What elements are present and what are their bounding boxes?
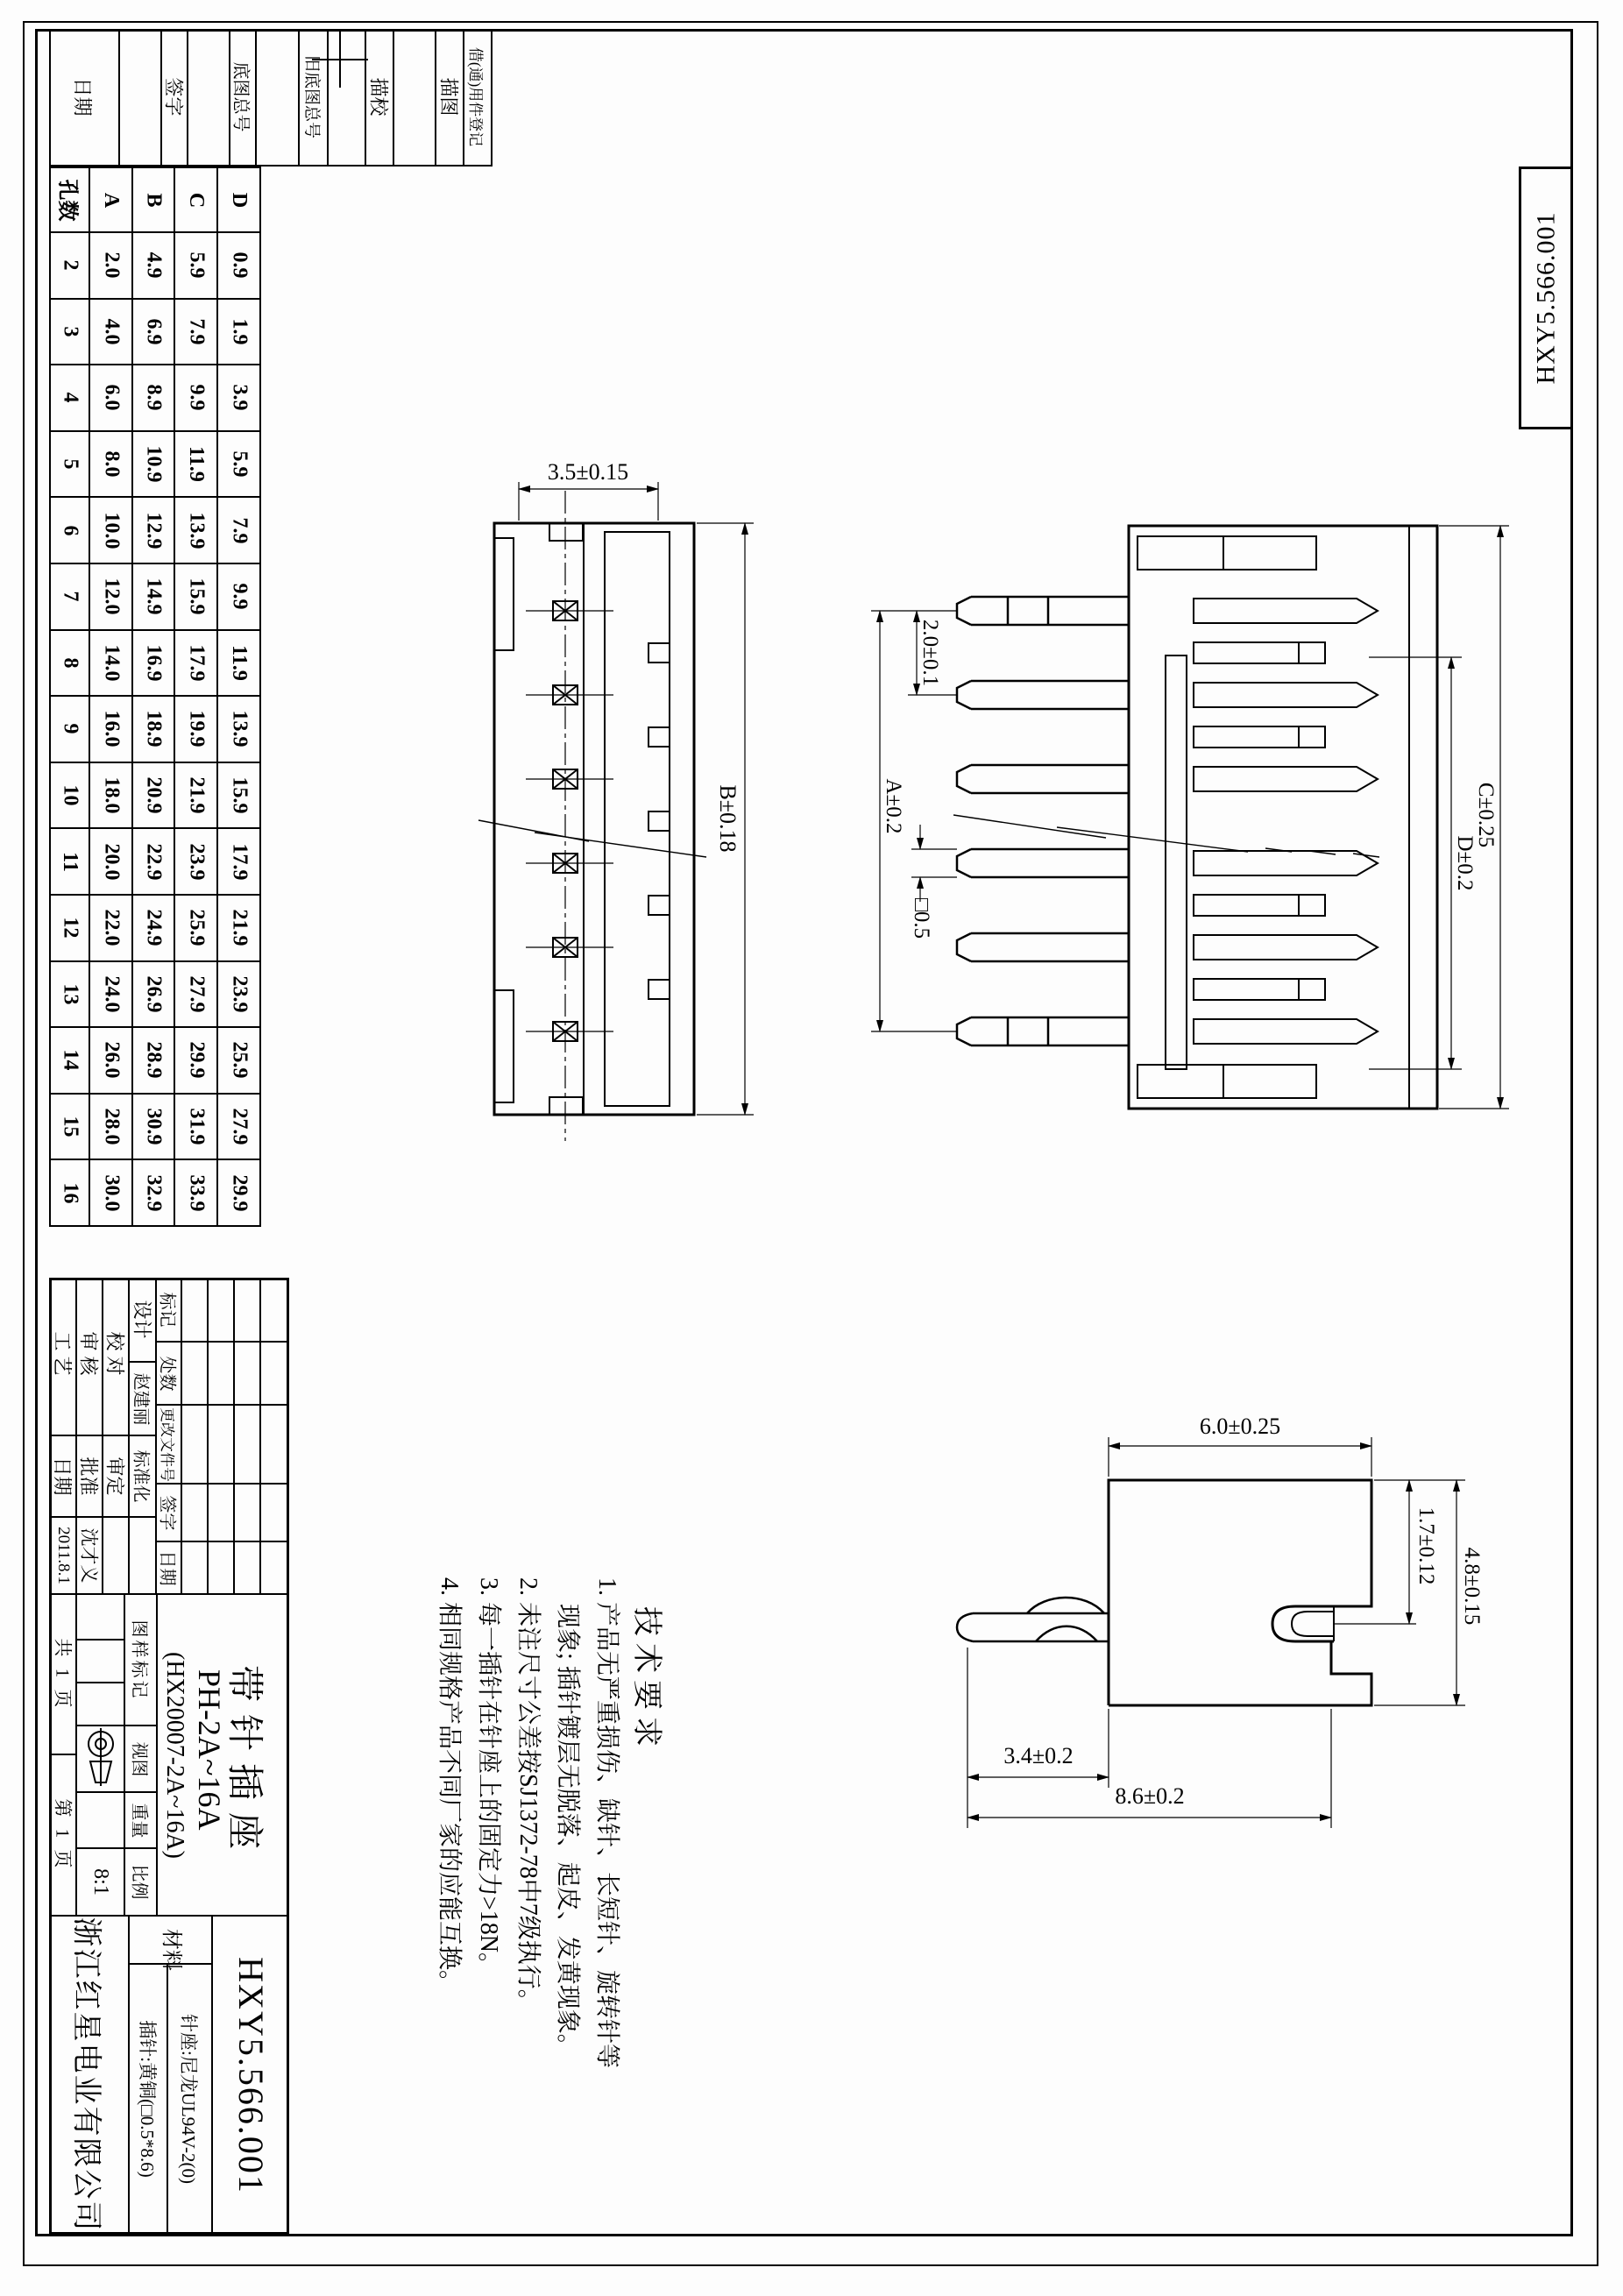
strip-cell-8: 描校	[366, 29, 394, 167]
size-table-cell: 13.9	[175, 498, 218, 564]
size-table-cell: 12.0	[90, 564, 133, 631]
size-table-cell: 10.0	[90, 498, 133, 564]
size-table-cell: 5	[49, 432, 90, 499]
cell-view-label: 视图	[125, 1726, 158, 1793]
rev-header-4: 日期	[157, 1542, 182, 1595]
size-table-cell: 23.9	[175, 829, 218, 896]
strip-cell-6: 旧底图总号	[300, 29, 329, 167]
size-table-cell: 14	[49, 1028, 90, 1095]
size-table-cell: 21.9	[218, 896, 261, 962]
dim-side-pitch: 2.0±0.1	[918, 619, 942, 687]
size-table-cell: 27.9	[175, 962, 218, 1029]
size-table-cell: 16	[49, 1160, 90, 1227]
size-table-cell: 29.9	[218, 1160, 261, 1227]
size-table-cell: 5.9	[175, 233, 218, 300]
size-table-cell: 24.0	[90, 962, 133, 1029]
cell-scale-label: 比例	[125, 1849, 158, 1917]
size-table-cell: 13	[49, 962, 90, 1029]
rev-header-2: 更改文件号	[157, 1406, 182, 1485]
size-table-cell: 23.9	[218, 962, 261, 1029]
size-table-cell: 1.9	[218, 300, 261, 366]
product-model: PH-2A~16A	[192, 1669, 227, 1831]
cell-drawing-number: HXY5.566.001	[231, 1957, 272, 2194]
rev-grid-cell	[235, 1542, 261, 1595]
size-table-cell: 22.9	[133, 829, 175, 896]
size-table-cell: 20.9	[133, 763, 175, 830]
strip-cell-10: 描图	[436, 29, 464, 167]
tech-req-line1: 1. 产品无严重损伤、缺针、长短针、旋转针等	[593, 1577, 620, 2069]
size-table-header: A	[90, 167, 133, 233]
product-model2: (HX20007-2A~16A)	[161, 1652, 188, 1860]
rev-grid-cell	[182, 1343, 209, 1406]
cell-sheet-total: 共 1 页	[49, 1595, 77, 1755]
rev-grid-cell	[235, 1278, 261, 1343]
cell-design-name: 赵建丽	[130, 1363, 157, 1436]
size-table-header: D	[218, 167, 261, 233]
size-table-header: B	[133, 167, 175, 233]
rev-grid-cell	[261, 1343, 289, 1406]
size-table-cell: 2	[49, 233, 90, 300]
size-table-cell: 9	[49, 697, 90, 763]
product-title: 带针插座	[223, 1665, 264, 1862]
size-table-cell: 8.9	[133, 365, 175, 432]
size-table-cell: 26.9	[133, 962, 175, 1029]
rev-grid-cell	[182, 1542, 209, 1595]
strip-cell-3	[188, 29, 230, 167]
size-table-cell: 12	[49, 896, 90, 962]
tech-req-line1b: 现象; 插针镀层无脱落、起皮、发黄现象。	[554, 1604, 581, 2059]
size-table-cell: 6.0	[90, 365, 133, 432]
size-table-cell: 9.9	[218, 564, 261, 631]
rev-header-0: 标记	[157, 1278, 182, 1343]
size-table-cell: 24.9	[133, 896, 175, 962]
size-table-cell: 30.9	[133, 1095, 175, 1161]
rev-grid-cell	[209, 1406, 235, 1485]
cell-review-label: 审核	[77, 1278, 103, 1436]
size-table-cell: 7.9	[175, 300, 218, 366]
rev-grid-cell	[235, 1343, 261, 1406]
dim-side-inner: D±0.2	[1453, 835, 1477, 891]
size-table-cell: 8	[49, 631, 90, 698]
size-table-cell: 29.9	[175, 1028, 218, 1095]
cell-approver-name: 沈才义	[77, 1518, 103, 1595]
size-table-cell: 17.9	[218, 829, 261, 896]
size-table-cell: 3	[49, 300, 90, 366]
rev-grid-cell	[261, 1485, 289, 1542]
rev-header-1: 处数	[157, 1343, 182, 1406]
size-table-cell: 26.0	[90, 1028, 133, 1095]
dim-pin-tip-length: 3.4±0.2	[1003, 1743, 1074, 1768]
cell-company: 浙江红星电业有限公司	[49, 1917, 130, 2235]
dim-side-span: A±0.2	[882, 778, 905, 834]
front-view	[478, 459, 754, 1141]
cell-material-label: 材料	[130, 1917, 213, 1965]
rev-header-3: 签字	[157, 1485, 182, 1542]
size-table-cell: 6.9	[133, 300, 175, 366]
size-table-cell: 17.9	[175, 631, 218, 698]
dim-front-height: B±0.18	[715, 784, 741, 853]
size-table-cell: 10.9	[133, 432, 175, 499]
size-table-cell: 16.0	[90, 697, 133, 763]
dim-pin-body-height: 4.8±0.15	[1460, 1547, 1484, 1626]
tech-req-line4: 4. 相同规格产品不同厂家的应能互换。	[436, 1577, 463, 1995]
size-table-cell: 22.0	[90, 896, 133, 962]
rev-grid-cell	[261, 1406, 289, 1485]
cell-standardization: 标准化	[130, 1436, 157, 1518]
rev-grid-cell	[209, 1485, 235, 1542]
size-table-cell: 8.0	[90, 432, 133, 499]
size-table-cell: 3.9	[218, 365, 261, 432]
strip-cell-4: 底图总号	[230, 29, 257, 167]
size-table-cell: 15.9	[175, 564, 218, 631]
strip-cell-5	[257, 29, 300, 167]
size-table-cell: 31.9	[175, 1095, 218, 1161]
size-table-cell: 15	[49, 1095, 90, 1161]
cell-scale-value: 8:1	[77, 1849, 125, 1917]
rev-grid-cell	[182, 1278, 209, 1343]
cell-mark-label: 图样标记	[125, 1595, 158, 1726]
size-table-cell: 27.9	[218, 1095, 261, 1161]
dim-pin-total-length: 8.6±0.2	[1115, 1783, 1185, 1809]
size-table-cell: 28.9	[133, 1028, 175, 1095]
rev-grid-cell	[235, 1485, 261, 1542]
size-table-cell: 11.9	[175, 432, 218, 499]
side-view	[871, 526, 1509, 1109]
size-table-cell: 7.9	[218, 498, 261, 564]
size-table-cell: 25.9	[175, 896, 218, 962]
size-table-cell: 11.9	[218, 631, 261, 698]
size-table-cell: 11	[49, 829, 90, 896]
size-table-cell: 18.0	[90, 763, 133, 830]
dim-side-pin-square: □0.5	[910, 897, 933, 939]
cell-approve2-label: 审定	[103, 1436, 130, 1518]
size-table-cell: 33.9	[175, 1160, 218, 1227]
cell-design-label: 设计	[130, 1278, 157, 1363]
dim-pin-offset: 1.7±0.12	[1414, 1506, 1438, 1585]
cell-weight-label: 重量	[125, 1793, 158, 1849]
size-table-cell: 2.0	[90, 233, 133, 300]
size-table-cell: 4.9	[133, 233, 175, 300]
size-table-cell: 28.0	[90, 1095, 133, 1161]
strip-cell-1	[120, 29, 162, 167]
size-table-cell: 5.9	[218, 432, 261, 499]
cell-date-label: 日期	[49, 1436, 77, 1518]
size-table-cell: 10	[49, 763, 90, 830]
size-table-cell: 32.9	[133, 1160, 175, 1227]
size-table-cell: 14.0	[90, 631, 133, 698]
size-table-cell: 9.9	[175, 365, 218, 432]
size-table-cell: 0.9	[218, 233, 261, 300]
corner-drawing-number: HXY5.566.001	[1531, 211, 1560, 385]
strip-cell-11: 借(通)用件登记	[464, 29, 493, 167]
strip-cell-9	[394, 29, 436, 167]
cell-process-label: 工艺	[49, 1278, 77, 1436]
size-table-cell: 13.9	[218, 697, 261, 763]
size-table-cell: 19.9	[175, 697, 218, 763]
strip-cell-2: 签字	[162, 29, 188, 167]
cell-approve-label: 批准	[77, 1436, 103, 1518]
tech-req-line3: 3. 每一插针在针座上的固定力>18N。	[475, 1577, 502, 1978]
size-table-cell: 4.0	[90, 300, 133, 366]
size-table-header: 孔数	[49, 167, 90, 233]
size-table-cell: 21.9	[175, 763, 218, 830]
size-table-cell: 7	[49, 564, 90, 631]
size-table-cell: 16.9	[133, 631, 175, 698]
cell-sheet-no: 第 1 页	[49, 1755, 77, 1917]
cell-material-1: 针座:尼龙UL94V-2(0)	[168, 1965, 213, 2235]
size-table-cell: 6	[49, 498, 90, 564]
size-table-cell: 14.9	[133, 564, 175, 631]
rev-grid-cell	[261, 1542, 289, 1595]
dim-front-slot-width: 3.5±0.15	[547, 459, 629, 485]
cell-date-value: 2011.8.1	[49, 1518, 77, 1595]
rev-grid-cell	[209, 1278, 235, 1343]
size-table-cell: 18.9	[133, 697, 175, 763]
size-table-cell: 30.0	[90, 1160, 133, 1227]
cell-material-2: 插针:黄铜(□0.5*8.6)	[130, 1965, 168, 2235]
size-table-cell: 4	[49, 365, 90, 432]
rev-grid-cell	[182, 1406, 209, 1485]
rev-grid-cell	[209, 1542, 235, 1595]
rev-grid-cell	[261, 1278, 289, 1343]
strip-cell-0: 日期	[49, 29, 120, 167]
size-table-cell: 20.0	[90, 829, 133, 896]
tech-req-line2: 2. 未注尺寸公差按SJ1372-78中7级执行。	[514, 1577, 542, 2014]
cell-check-label: 校对	[103, 1278, 130, 1436]
size-table-cell: 12.9	[133, 498, 175, 564]
strip-cell-7	[329, 29, 366, 167]
size-table-header: C	[175, 167, 218, 233]
rev-grid-cell	[182, 1485, 209, 1542]
dim-side-outer: C±0.25	[1474, 782, 1498, 848]
tech-req-title: 技术要求	[630, 1606, 663, 1754]
pin-view	[957, 1414, 1484, 1828]
rev-grid-cell	[235, 1406, 261, 1485]
size-table-cell: 15.9	[218, 763, 261, 830]
dim-pin-body-width: 6.0±0.25	[1199, 1414, 1281, 1439]
rev-grid-cell	[209, 1343, 235, 1406]
size-table-cell: 25.9	[218, 1028, 261, 1095]
